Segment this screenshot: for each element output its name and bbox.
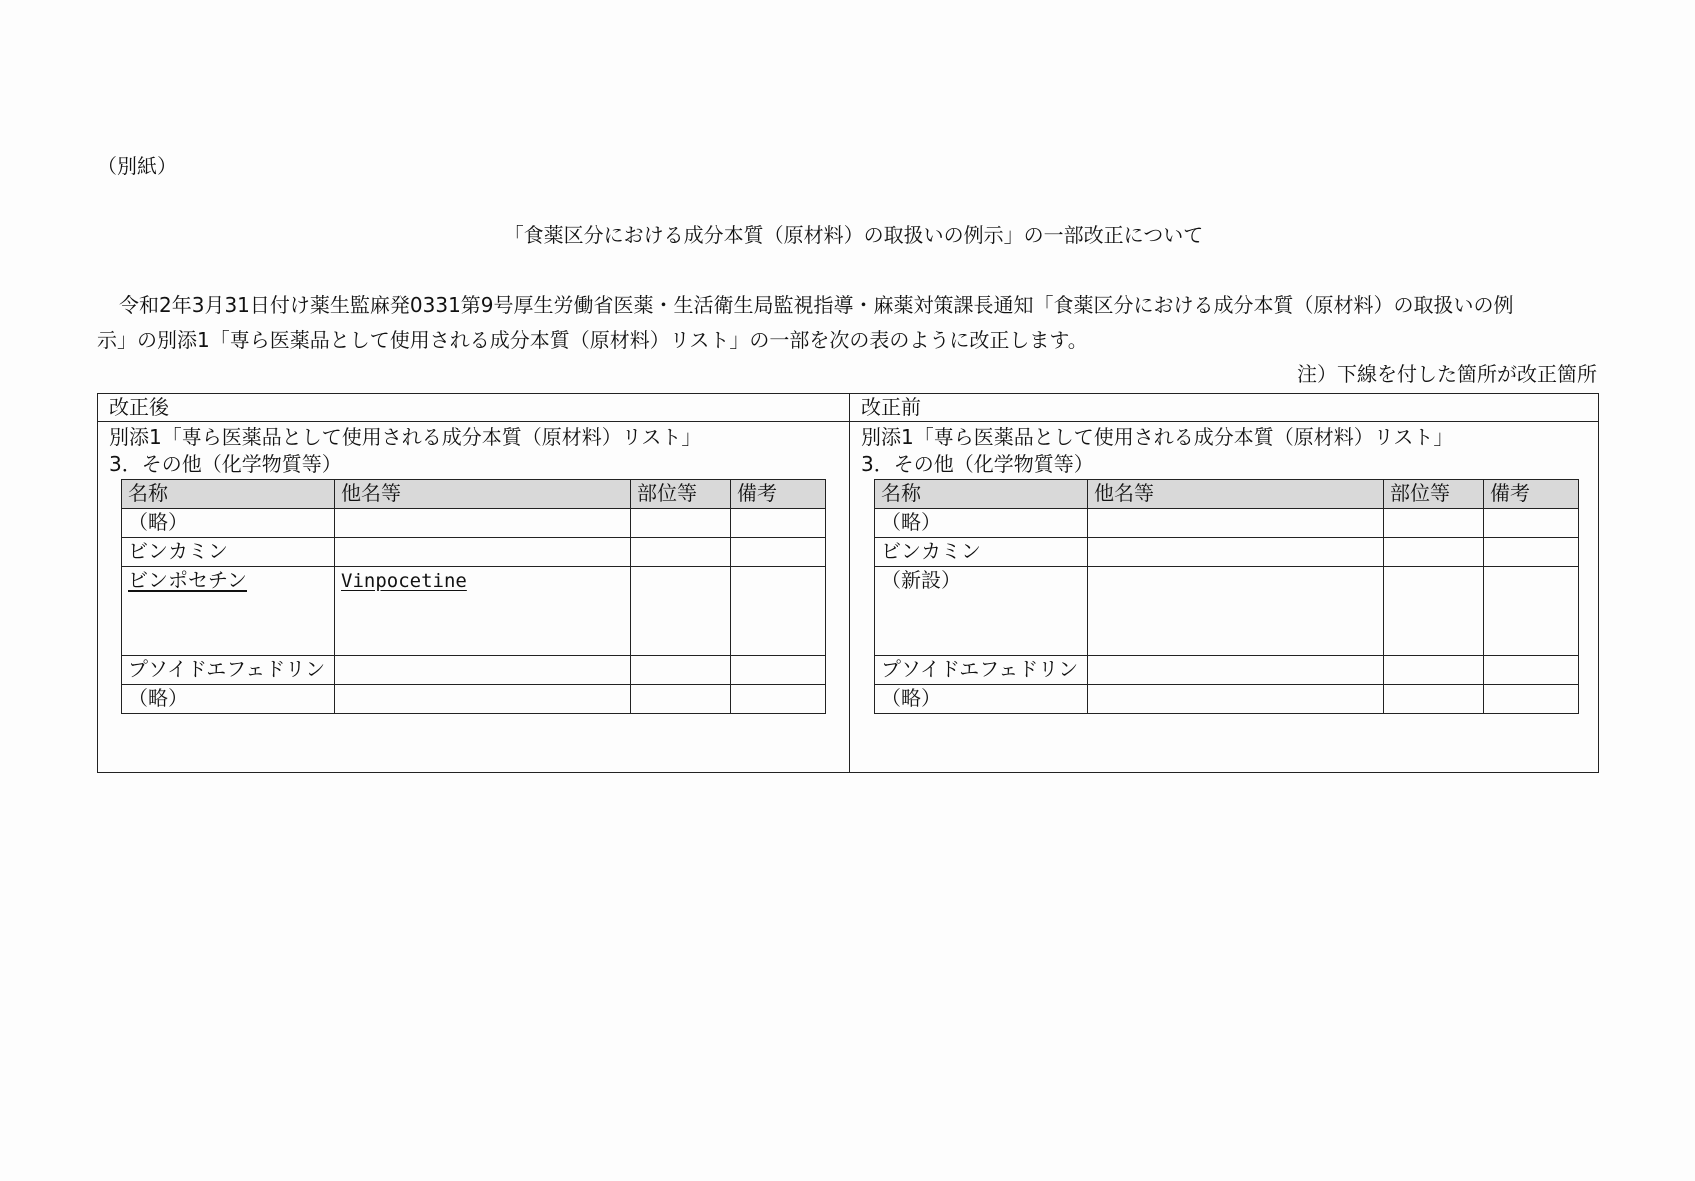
cell-part [1384,656,1484,685]
cell-name: （略） [122,509,335,538]
table-header-row [875,480,1579,509]
header-remarks: 備考 [731,480,826,509]
table-row [122,509,826,538]
cell-part [1384,685,1484,714]
table-row [122,538,826,567]
cell-remarks [1484,509,1579,538]
table-row [875,685,1579,714]
cell-part [631,567,731,656]
after-ingredient-table [121,479,826,714]
cell-part [631,538,731,567]
table-row [122,685,826,714]
cell-remarks [731,567,826,656]
cell-remarks [731,656,826,685]
table-row [875,538,1579,567]
appendix-label: （別紙） [97,154,177,178]
cell-remarks [1484,685,1579,714]
cell-remarks [1484,538,1579,567]
new-entry-alias: Vinpocetine [341,570,467,592]
cell-part [1384,538,1484,567]
cell-part [631,656,731,685]
cell-name: （略） [875,685,1088,714]
cell-remarks [1484,656,1579,685]
cell-alias [1088,656,1384,685]
cell-name: プソイドエフェドリン [122,656,335,685]
table-row-new-placeholder [875,567,1579,656]
cell-name: プソイドエフェドリン [875,656,1088,685]
cell-alias [335,538,631,567]
table-row [875,656,1579,685]
cell-remarks [731,685,826,714]
cell-name: （略） [122,685,335,714]
document-title: 「食薬区分における成分本質（原材料）の取扱いの例示」の一部改正について [503,223,1204,247]
before-column-section: 3．その他（化学物質等） [861,452,1094,476]
cell-alias [335,509,631,538]
table-row [875,509,1579,538]
header-alias: 他名等 [1088,480,1384,509]
header-remarks: 備考 [1484,480,1579,509]
cell-alias [1088,567,1384,656]
table-row [122,656,826,685]
before-column-heading: 改正前 [861,395,921,419]
cell-alias [335,685,631,714]
cell-remarks [731,509,826,538]
header-name: 名称 [875,480,1088,509]
revision-note: 注）下線を付した箇所が改正箇所 [1297,362,1597,386]
before-column-subheading: 別添1「専ら医薬品として使用される成分本質（原材料）リスト」 [861,425,1454,449]
header-part: 部位等 [1384,480,1484,509]
cell-alias [335,567,631,656]
header-name: 名称 [122,480,335,509]
before-ingredient-table [874,479,1579,714]
cell-alias [1088,509,1384,538]
header-part: 部位等 [631,480,731,509]
cell-remarks [731,538,826,567]
cell-alias [335,656,631,685]
column-divider [849,393,850,773]
cell-name: ビンカミン [122,538,335,567]
table-row-new-entry [122,567,826,656]
cell-part [1384,509,1484,538]
new-entry-name: ビンポセチン [128,568,247,592]
header-divider [97,421,1599,422]
after-column-subheading: 別添1「専ら医薬品として使用される成分本質（原材料）リスト」 [109,425,702,449]
cell-name: （略） [875,509,1088,538]
cell-part [1384,567,1484,656]
cell-part [631,685,731,714]
cell-name [122,567,335,656]
cell-alias [1088,685,1384,714]
cell-alias [1088,538,1384,567]
header-alias: 他名等 [335,480,631,509]
cell-name: ビンカミン [875,538,1088,567]
body-text-line-2: 示」の別添1「専ら医薬品として使用される成分本質（原材料）リスト」の一部を次の表のように改正します。 [97,328,1088,352]
body-text-line-1: 令和2年3月31日付け薬生監麻発0331第9号厚生労働省医薬・生活衛生局監視指導・麻薬対策課長通知「食薬区分における成分本質（原材料）の取扱いの例 [119,293,1514,317]
cell-part [631,509,731,538]
cell-remarks [1484,567,1579,656]
table-header-row [122,480,826,509]
cell-name: （新設） [875,567,1088,656]
after-column-heading: 改正後 [109,395,169,419]
after-column-section: 3．その他（化学物質等） [109,452,342,476]
